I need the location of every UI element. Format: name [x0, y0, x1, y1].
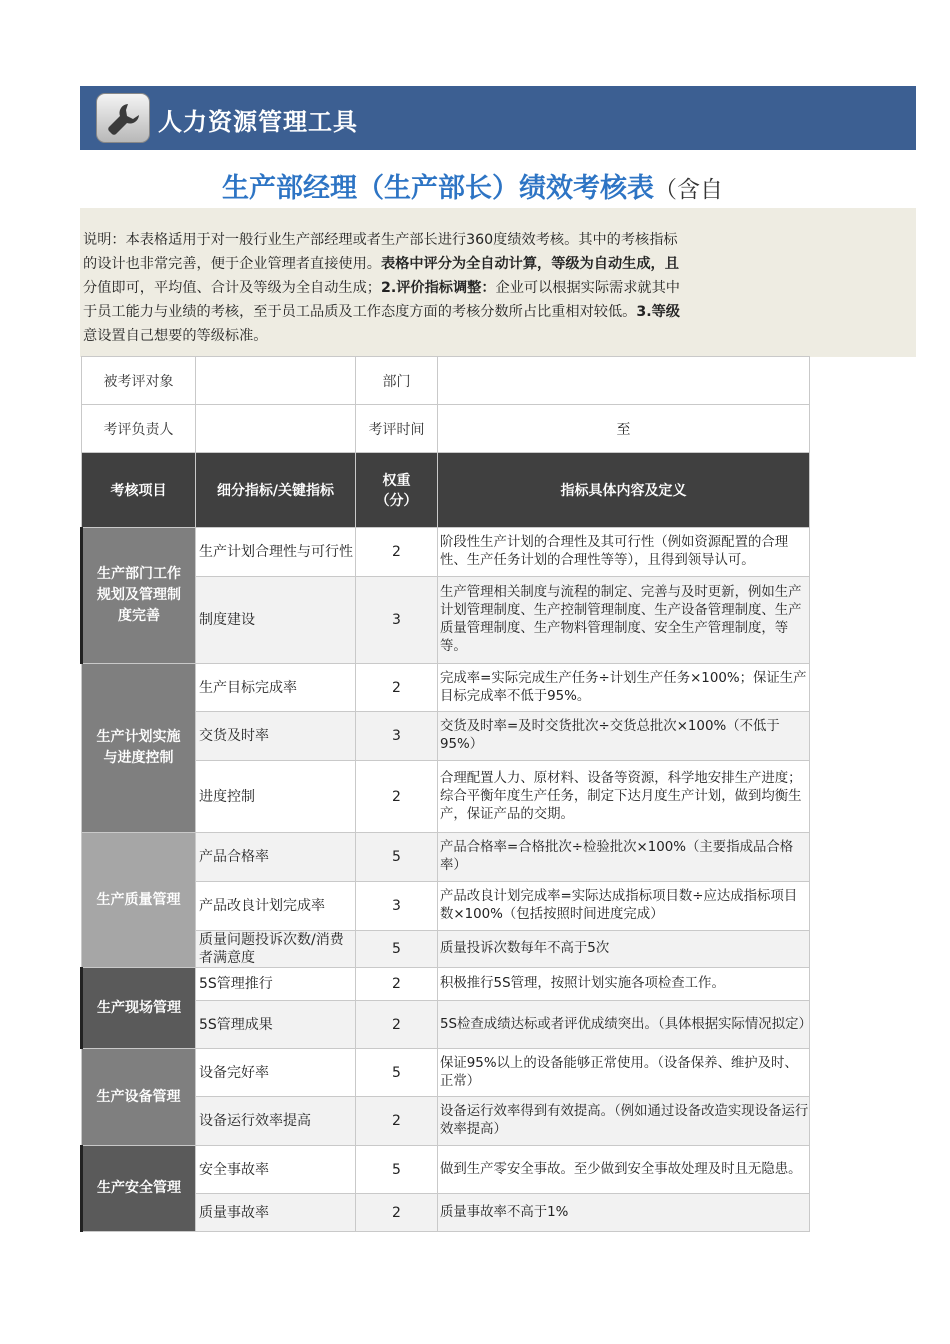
header-category: 考核项目: [82, 453, 196, 528]
indicator-cell: 设备完好率: [196, 1049, 356, 1097]
weight-cell: 2: [356, 664, 438, 712]
dept-input[interactable]: [438, 357, 810, 405]
definition-cell: 设备运行效率得到有效提高。（例如通过设备改造实现设备运行效率提高）: [438, 1097, 810, 1146]
header-indicator: 细分指标/关键指标: [196, 453, 356, 528]
category-cell: 生产计划实施 与进度控制: [82, 664, 196, 833]
weight-cell: 5: [356, 833, 438, 882]
category-cell: 生产质量管理: [82, 833, 196, 968]
indicator-cell: 质量问题投诉次数/消费者满意度: [196, 931, 356, 968]
info-row: [82, 357, 810, 405]
category-cell: 生产设备管理: [82, 1049, 196, 1146]
definition-cell: 保证95%以上的设备能够正常使用。（设备保养、维护及时、正常）: [438, 1049, 810, 1097]
category-cell: 生产安全管理: [82, 1146, 196, 1232]
indicator-cell: 生产目标完成率: [196, 664, 356, 712]
definition-cell: 生产管理相关制度与流程的制定、完善与及时更新，例如生产计划管理制度、生产控制管理制度、生产设备管理制度、生产质量管理制度、生产物料管理制度、安全生产管理制度，等等。: [438, 577, 810, 664]
desc-line: 的设计也非常完善，便于企业管理者直接使用。表格中评分为全自动计算，等级为自动生成，且: [83, 256, 679, 272]
weight-cell: 2: [356, 1001, 438, 1049]
table-row: [82, 1146, 810, 1194]
weight-cell: 2: [356, 528, 438, 577]
definition-cell: 质量事故率不高于1%: [438, 1194, 810, 1232]
desc-line: 意设置自己想要的等级标准。: [83, 328, 268, 344]
definition-cell: 合理配置人力、原材料、设备等资源，科学地安排生产进度；综合平衡年度生产任务，制定下达月度生产计划，做到均衡生产，保证产品的交期。: [438, 761, 810, 833]
indicator-cell: 产品改良计划完成率: [196, 882, 356, 931]
weight-cell: 2: [356, 761, 438, 833]
indicator-cell: 制度建设: [196, 577, 356, 664]
table-header: [82, 453, 810, 528]
time-label: 考评时间: [356, 405, 438, 453]
category-cell: 生产现场管理: [82, 968, 196, 1049]
indicator-cell: 进度控制: [196, 761, 356, 833]
weight-cell: 2: [356, 1194, 438, 1232]
definition-cell: 做到生产零安全事故。至少做到安全事故处理及时且无隐患。: [438, 1146, 810, 1194]
weight-cell: 3: [356, 712, 438, 761]
title-sub: （含自: [654, 177, 723, 203]
indicator-cell: 5S管理推行: [196, 968, 356, 1001]
weight-cell: 2: [356, 968, 438, 1001]
table-row: [82, 968, 810, 1001]
definition-cell: 积极推行5S管理，按照计划实施各项检查工作。: [438, 968, 810, 1001]
indicator-cell: 交货及时率: [196, 712, 356, 761]
indicator-cell: 设备运行效率提高: [196, 1097, 356, 1146]
wrench-icon: [96, 93, 150, 143]
desc-line: 分值即可，平均值、合计及等级为全自动生成；2.评价指标调整：企业可以根据实际需求就其中: [83, 280, 680, 296]
info-row: [82, 405, 810, 453]
weight-cell: 5: [356, 1146, 438, 1194]
description-box: [80, 208, 916, 357]
subject-input[interactable]: [196, 357, 356, 405]
definition-cell: 产品改良计划完成率=实际达成指标项目数÷应达成指标项目数×100%（包括按照时间进度完成）: [438, 882, 810, 931]
weight-cell: 3: [356, 577, 438, 664]
indicator-cell: 产品合格率: [196, 833, 356, 882]
weight-cell: 5: [356, 1049, 438, 1097]
category-cell: 生产部门工作 规划及管理制 度完善: [82, 528, 196, 664]
definition-cell: 产品合格率=合格批次÷检验批次×100%（主要指成品合格率）: [438, 833, 810, 882]
table-row: [82, 664, 810, 712]
header-weight: 权重 （分）: [356, 453, 438, 528]
indicator-cell: 质量事故率: [196, 1194, 356, 1232]
leader-input[interactable]: [196, 405, 356, 453]
desc-line: 说明：本表格适用于对一般行业生产部经理或者生产部长进行360度绩效考核。其中的考核指标: [83, 232, 678, 248]
table-row: [82, 1049, 810, 1097]
banner-title: 人力资源管理工具: [158, 108, 358, 136]
weight-cell: 3: [356, 882, 438, 931]
leader-label: 考评负责人: [82, 405, 196, 453]
definition-cell: 交货及时率=及时交货批次÷交货总批次×100%（不低于95%）: [438, 712, 810, 761]
title-main: 生产部经理（生产部长）绩效考核表: [222, 173, 654, 204]
description-text: [83, 228, 810, 348]
definition-cell: 阶段性生产计划的合理性及其可行性（例如资源配置的合理性、生产任务计划的合理性等等），且得到领导认可。: [438, 528, 810, 577]
weight-cell: 2: [356, 1097, 438, 1146]
assessment-table: [80, 356, 810, 1232]
table-row: [82, 833, 810, 882]
definition-cell: 完成率=实际完成生产任务÷计划生产任务×100%；保证生产目标完成率不低于95%。: [438, 664, 810, 712]
table-row: [82, 528, 810, 577]
dept-label: 部门: [356, 357, 438, 405]
header-banner: [80, 86, 916, 150]
indicator-cell: 生产计划合理性与可行性: [196, 528, 356, 577]
header-definition: 指标具体内容及定义: [438, 453, 810, 528]
weight-cell: 5: [356, 931, 438, 968]
time-input[interactable]: 至: [438, 405, 810, 453]
subject-label: 被考评对象: [82, 357, 196, 405]
definition-cell: 质量投诉次数每年不高于5次: [438, 931, 810, 968]
indicator-cell: 安全事故率: [196, 1146, 356, 1194]
indicator-cell: 5S管理成果: [196, 1001, 356, 1049]
desc-line: 于员工能力与业绩的考核，至于员工品质及工作态度方面的考核分数所占比重相对较低。3.等级: [83, 304, 680, 320]
document-title: [222, 166, 822, 206]
definition-cell: 5S检查成绩达标或者评优成绩突出。（具体根据实际情况拟定）: [438, 1001, 810, 1049]
